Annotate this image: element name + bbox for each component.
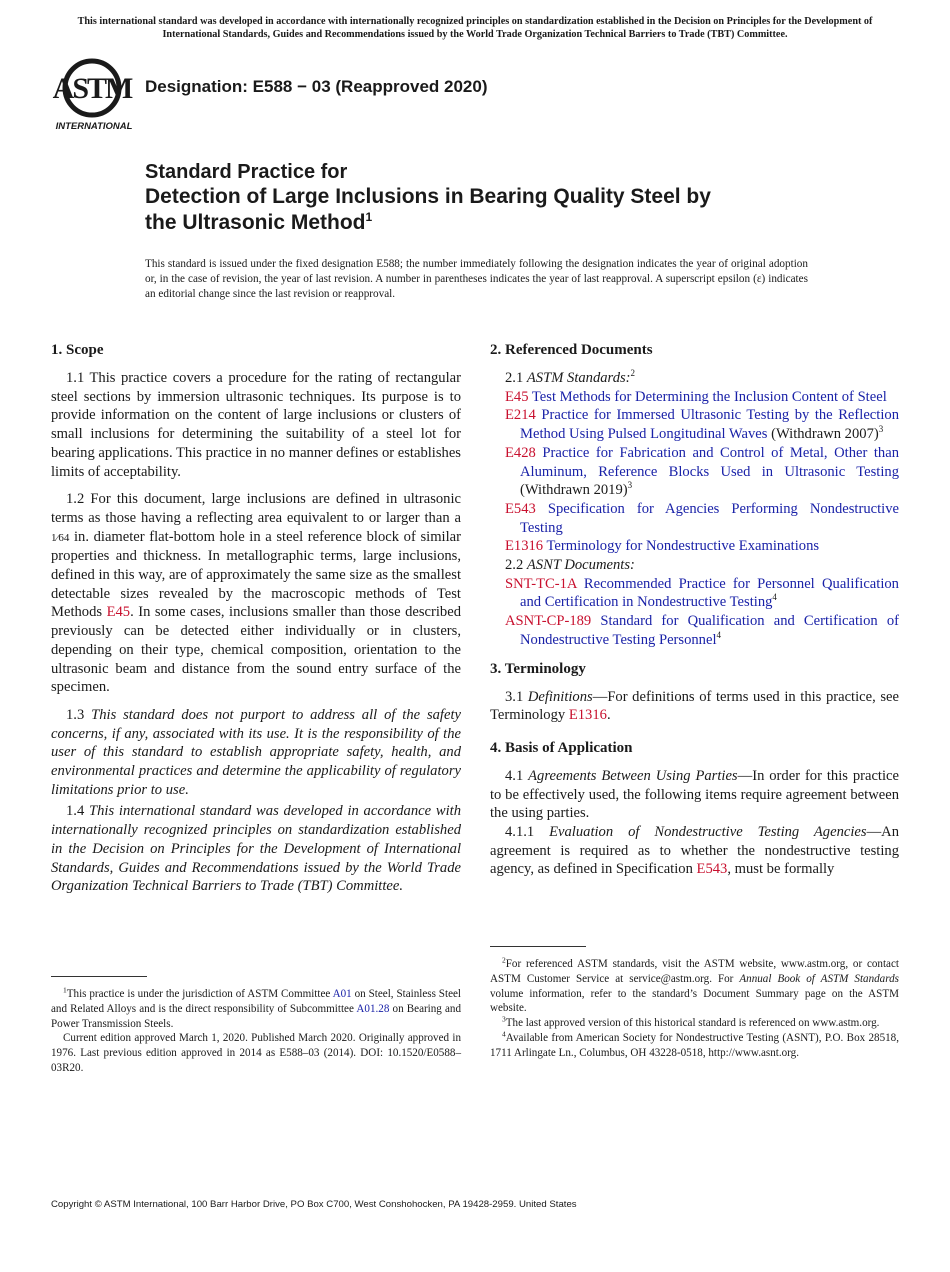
- reference-title-link[interactable]: Standard for Qualification and Certification of Nondestructive Testing Personnel: [520, 613, 899, 648]
- issue-note: This standard is issued under the fixed designation E588; the number immediately following the designation indicates the year of original adoption or, in the case of revision, the year of last revision. A number in parentheses indicates the year of last reapproval. A superscript epsilon (ε) indicates an editorial change since the last revision or reapproval.: [145, 258, 808, 301]
- reference-item: [490, 500, 899, 537]
- left-column: [51, 340, 461, 905]
- reference-code-link[interactable]: ASNT-CP-189: [505, 613, 592, 630]
- reference-item: [490, 406, 899, 443]
- document-title: [145, 160, 865, 236]
- designation: Designation: E588 − 03 (Reapproved 2020): [145, 77, 488, 96]
- title-line-2: Detection of Large Inclusions in Bearing Quality Steel by: [145, 185, 711, 208]
- reference-note: (Withdrawn 2019): [520, 482, 628, 499]
- title-footnote-mark: 1: [365, 210, 373, 224]
- reference-item: [490, 388, 899, 407]
- footnotes-right: [490, 946, 899, 1061]
- reference-title-link[interactable]: Test Methods for Determining the Inclusion Content of Steel: [531, 388, 887, 405]
- reference-code-link[interactable]: SNT-TC-1A: [505, 575, 577, 592]
- scope-1-4: 1.4 This international standard was developed in accordance with internationally recognized principles on standardization established in the Decision on Principles for the Development of International Standards, Guides and Recommendations issued by the World Trade Organization Technical Barriers to Trade (TBT) Committee.: [51, 803, 462, 895]
- footnote-2: $^2$For referenced ASTM standards, visit the ASTM website, www.astm.org, or contact ASTM Customer Service at service@astm.org. For Annual Book of ASTM Standards volume information, refer to the standard’s Document Summary page on the ASTM website.: [490, 955, 899, 1015]
- reference-title-link[interactable]: Recommended Practice for Personnel Qualification and Certification in Nondestructive Testing: [520, 575, 899, 611]
- basis-4-1: 4.1 Agreements Between Using Parties—In order for this practice to be effectively used, the following items require agreement between the using parties.: [490, 767, 899, 822]
- reference-title-link[interactable]: Practice for Fabrication and Control of Metal, Other than Aluminum, Reference Blocks Used in Ultrasonic Testing: [520, 444, 899, 480]
- scope-heading: 1. Scope: [51, 342, 104, 358]
- scope-1-1: 1.1 This practice covers a procedure for the rating of rectangular steel sections by immersion ultrasonic techniques. Its purpose is to provide information on the content of large inclusions or clusters of small inclusions for determining the suitability of a steel lot for bearing applications. This practice in no manner defines or establishes limits of acceptability.: [51, 370, 461, 480]
- asnt-documents-label: 2.2 ASNT Documents:: [505, 557, 635, 574]
- scope-1-2: 1.2 For this document, large inclusions are defined in ultrasonic terms as those having a reflecting area equivalent to or larger than a 1⁄64 in. diameter flat-bottom hole in a steel reference block of similar properties and thickness. In metallographic terms, large inclusions, defined in this way, are of approximately the same size as the smallest detectable sizes revealed by the macroscopic methods of Test Methods E45. In some cases, inclusions smaller than those described previously can be detected either individually or in clusters, depending on their type, chemical composition, orientation to the ultrasonic beam and distance from the sound entry surface of the specimen.: [51, 491, 461, 696]
- reference-footnote-mark: 4: [716, 629, 722, 640]
- international-standard-notice: This international standard was developed in accordance with internationally recognized principles on standardization established in the Decision on Principles for the Development of International Standards, Guides and Recommendations issued by the World Trade Organization Technical Barriers to Trade (TBT) Committee.: [77, 16, 873, 40]
- astm-logo: [52, 58, 136, 132]
- fraction: 1⁄64: [51, 531, 70, 544]
- title-line-1: Standard Practice for: [145, 161, 348, 183]
- link-e45[interactable]: E45: [106, 604, 131, 621]
- reference-footnote-mark: 3: [878, 424, 884, 435]
- link-e1316[interactable]: E1316: [568, 707, 607, 724]
- svg-text:ASTM: ASTM: [52, 72, 132, 105]
- link-e543[interactable]: E543: [696, 861, 728, 878]
- reference-code-link[interactable]: E543: [505, 500, 536, 517]
- title-line-3: the Ultrasonic Method: [145, 211, 366, 234]
- footnote-4: $^4$Available from American Society for Nondestructive Testing (ASNT), P.O. Box 28518, 1711 Arlingate Ln., Columbus, OH 43228-0518, http://www.asnt.org.: [490, 1029, 899, 1059]
- reference-item: [490, 444, 899, 500]
- reference-code-link[interactable]: E1316: [505, 538, 544, 555]
- footnotes-left: [51, 976, 461, 1076]
- basis-heading: 4. Basis of Application: [490, 739, 633, 756]
- copyright-notice: Copyright © ASTM International, 100 Barr Harbor Drive, PO Box C700, West Conshohocken, PA 19428-2959. United States: [51, 1199, 577, 1210]
- reference-title-link[interactable]: Practice for Immersed Ultrasonic Testing by the Reflection Method Using Pulsed Longitudinal Waves: [520, 407, 899, 443]
- footnote-3: $^3$The last approved version of this historical standard is referenced on www.astm.org.: [502, 1014, 880, 1030]
- reference-item: [490, 575, 899, 612]
- basis-4-1-1: 4.1.1 Evaluation of Nondestructive Testing Agencies—An agreement is required as to whether the nondestructive testing agency, as defined in Specification E543, must be formally: [490, 824, 899, 878]
- reference-title-link[interactable]: Specification for Agencies Performing Nondestructive Testing: [520, 500, 899, 536]
- link-a01[interactable]: A01: [332, 988, 352, 1000]
- reference-item: [490, 537, 899, 556]
- footnote-1: $^1$This practice is under the jurisdiction of ASTM Committee A01 on Steel, Stainless Steel and Related Alloys and is the direct responsibility of Subcommittee A01.28 on Bearing and Power Transmission Steels.: [51, 985, 461, 1030]
- astm-standards-label: 2.1 ASTM Standards:$^2$: [505, 368, 636, 386]
- reference-note: (Withdrawn 2007): [767, 426, 879, 443]
- reference-code-link[interactable]: E428: [505, 444, 536, 461]
- logo-wordmark: INTERNATIONAL: [55, 121, 133, 132]
- link-a01-28[interactable]: A01.28: [356, 1002, 390, 1015]
- reference-item: [490, 612, 899, 649]
- referenced-documents-heading: 2. Referenced Documents: [490, 342, 653, 358]
- reference-code-link[interactable]: E45: [505, 388, 529, 405]
- reference-title-link[interactable]: Terminology for Nondestructive Examinations: [546, 538, 820, 555]
- scope-1-3: 1.3 This standard does not purport to address all of the safety concerns, if any, associated with its use. It is the responsibility of the user of this standard to establish appropriate safety, health, and environmental practices and determine the applicability of regulatory limitations prior to use.: [51, 706, 461, 798]
- astm-reference-list: [490, 388, 899, 556]
- reference-footnote-mark: 4: [772, 592, 777, 603]
- right-column: [490, 340, 899, 888]
- asnt-reference-list: [490, 575, 899, 650]
- footnote-edition: Current edition approved March 1, 2020. Published March 2020. Originally approved in 1976. Last previous edition approved in 2014 as E588–03 (2014). DOI: 10.1520/E0588–03R20.: [51, 1032, 461, 1074]
- reference-code-link[interactable]: E214: [505, 407, 536, 424]
- terminology-3-1: 3.1 Definitions—For definitions of terms used in this practice, see Terminology E1316.: [490, 688, 900, 724]
- reference-footnote-mark: 3: [627, 480, 633, 491]
- terminology-heading: 3. Terminology: [490, 660, 586, 677]
